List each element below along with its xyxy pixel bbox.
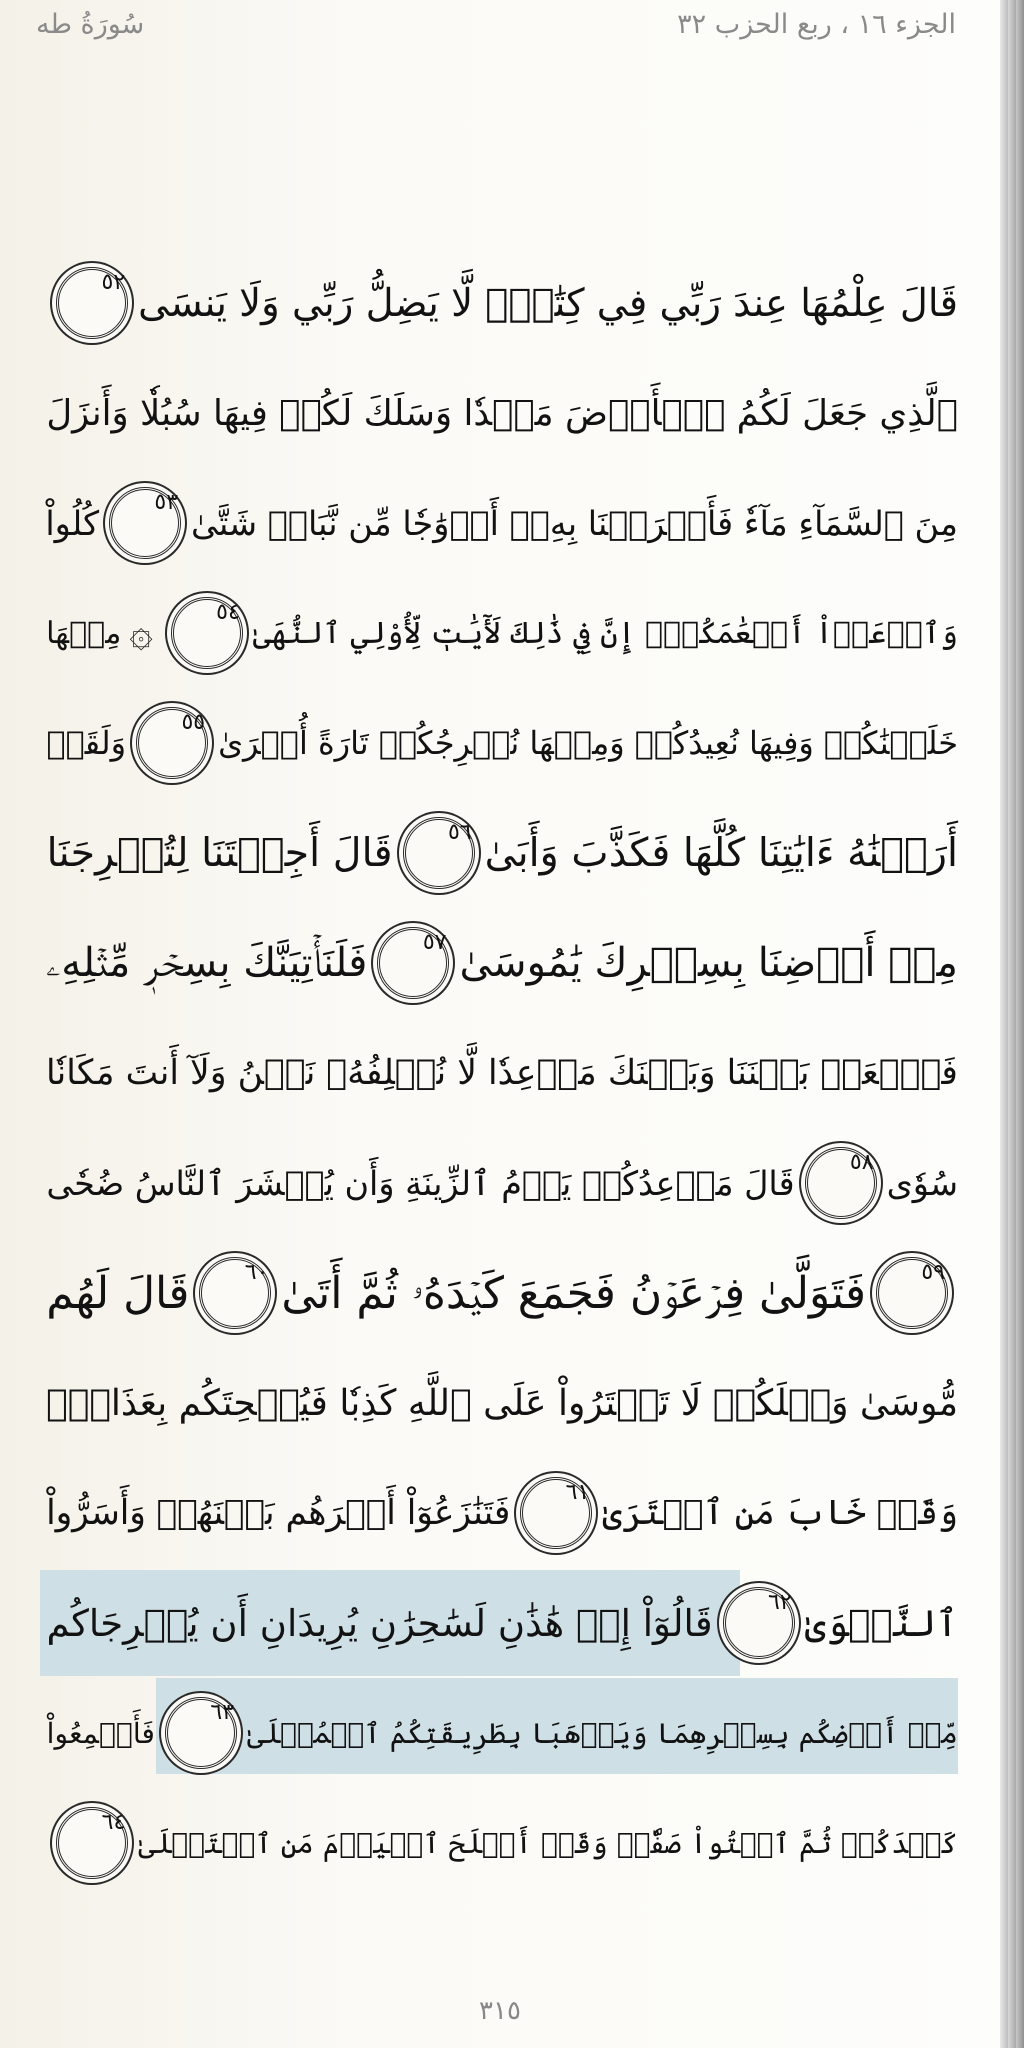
ayah-number-marker[interactable]: ٦٢ (723, 1587, 795, 1659)
ayah-number-marker[interactable]: ٥٤ (171, 597, 243, 669)
ayah-text[interactable]: وَلَقَدۡ (46, 724, 127, 762)
ayah-text[interactable]: قَالَ عِلْمُهَا عِندَ رَبِّي فِي كِتَٰبٍۖ لَّا يَضِلُّ رَبِّي وَلَا يَنسَى (138, 280, 958, 326)
quran-line[interactable] (46, 1678, 958, 1788)
quran-line[interactable] (46, 468, 958, 578)
ayah-text[interactable]: وَٱرۡعَوۡاْ أَنۡعَٰمَكُمۡۚ إِنَّ فِي ذَٰلِكَ لَأٓيَٰتٖ لِّأُوْلِي ٱلنُّهَىٰ (252, 615, 958, 651)
quran-text-block[interactable] (46, 248, 958, 1898)
ayah-text[interactable]: فَلَنَأۡتِيَنَّكَ بِسِحۡرٖ مِّثۡلِهِۦ (45, 939, 368, 986)
ayah-text[interactable]: قَالَ مَوۡعِدُكُمۡ يَوۡمُ ٱلزِّينَةِ وَأَن يُحۡشَرَ ٱلنَّاسُ ضُحٗى (46, 1163, 795, 1203)
ayah-text[interactable]: قَالَ لَهُم (46, 1267, 190, 1319)
surah-name: سُورَةُ طه (36, 8, 145, 40)
quran-line[interactable] (46, 248, 958, 358)
quran-line[interactable] (46, 1238, 958, 1348)
page-stack-edge (1008, 0, 1016, 2048)
ayah-number-marker[interactable]: ٦٣ (165, 1697, 237, 1769)
ayah-text[interactable]: مِنَ ٱلسَّمَآءِ مَآءٗ فَأَخۡرَجۡنَا بِهِۦٓ أَزۡوَٰجٗا مِّن نَّبَاتٖ شَتَّىٰ (191, 503, 958, 543)
page-stack-edge (1000, 0, 1008, 2048)
rub-el-hizb-icon: ۞ (129, 610, 153, 656)
quran-line[interactable] (46, 578, 958, 688)
quran-line[interactable] (46, 1348, 958, 1458)
quran-line[interactable] (46, 1458, 958, 1568)
ayah-number-marker[interactable]: ٥٥ (136, 707, 208, 779)
ayah-text[interactable]: أَرَيۡنَٰهُ ءَايَٰتِنَا كُلَّهَا فَكَذَّبَ وَأَبَىٰ (484, 830, 958, 876)
quran-line[interactable] (46, 798, 958, 908)
quran-line[interactable] (46, 1018, 958, 1128)
ayah-number-marker[interactable]: ٥٢ (56, 267, 128, 339)
ayah-number-marker[interactable]: ٦٤ (56, 1807, 128, 1879)
ayah-text[interactable]: ٱلنَّجۡوَىٰ (804, 1601, 958, 1645)
ayah-text[interactable]: سُوٗى (886, 1163, 958, 1203)
ayah-text[interactable]: خَلَقۡنَٰكُمۡ وَفِيهَا نُعِيدُكُمۡ وَمِنۡهَا نُخۡرِجُكُمۡ تَارَةً أُخۡرَىٰ (218, 724, 958, 762)
ayah-text[interactable]: فَأَجۡمِعُواْ (46, 1716, 155, 1750)
ayah-text[interactable]: مُّوسَىٰ وَيۡلَكُمۡ لَا تَفۡتَرُواْ عَلَى ٱللَّهِ كَذِبٗا فَيُسۡحِتَكُم بِعَذَابٖۖ (46, 1382, 958, 1424)
quran-line[interactable] (46, 1788, 958, 1898)
ayah-text[interactable]: فَٱجۡعَلۡ بَيۡنَنَا وَبَيۡنَكَ مَوۡعِدٗا لَّا نُخۡلِفُهُۥ نَحۡنُ وَلَآ أَنتَ مَكَانٗا (46, 1053, 958, 1093)
ayah-text[interactable]: فَتَنَٰزَعُوٓاْ أَمۡرَهُم بَيۡنَهُمۡ وَأَسَرُّواْ (46, 1493, 511, 1533)
ayah-text[interactable]: مِنۡ أَرۡضِنَا بِسِحۡرِكَ يَٰمُوسَىٰ (459, 940, 958, 986)
ayah-text[interactable]: مِنۡهَا (46, 615, 122, 651)
ayah-number-marker[interactable]: ٦٠ (199, 1257, 271, 1329)
ayah-text[interactable]: قَالَ أَجِئۡتَنَا لِتُخۡرِجَنَا (46, 830, 393, 876)
ayah-text[interactable]: وَقَدۡ خَابَ مَنِ ٱفۡتَرَىٰ (602, 1493, 958, 1533)
quran-line[interactable] (46, 688, 958, 798)
quran-line[interactable] (46, 908, 958, 1018)
ayah-text[interactable]: قَالُوٓاْ إِنۡ هَٰذَٰنِ لَسَٰحِرَٰنِ يُرِيدَانِ أَن يُخۡرِجَاكُم (46, 1601, 713, 1645)
quran-line[interactable] (46, 1568, 958, 1678)
quran-line[interactable] (46, 358, 958, 468)
ayah-number-marker[interactable]: ٥٩ (876, 1257, 948, 1329)
ayah-text[interactable]: ٱلَّذِي جَعَلَ لَكُمُ ٱلۡأَرۡضَ مَهۡدٗا وَسَلَكَ لَكُمۡ فِيهَا سُبُلٗا وَأَنزَلَ (46, 392, 958, 434)
quran-line[interactable] (46, 1128, 958, 1238)
ayah-number-marker[interactable]: ٥٧ (377, 927, 449, 999)
ayah-number-marker[interactable]: ٥٣ (109, 487, 181, 559)
page-header (36, 4, 956, 44)
ayah-number-marker[interactable]: ٥٨ (805, 1147, 877, 1219)
ayah-number-marker[interactable]: ٦١ (520, 1477, 592, 1549)
page-stack-edge (1016, 0, 1024, 2048)
page-number: ٣١٥ (479, 1996, 521, 2026)
juz-info: الجزء ١٦ ، ربع الحزب ٣٢ (677, 8, 956, 40)
ayah-number-marker[interactable]: ٥٦ (403, 817, 475, 889)
ayah-text[interactable]: كَيۡدَكُمۡ ثُمَّ ٱئۡتُواْ صَفّٗاۚ وَقَدۡ أَفۡلَحَ ٱلۡيَوۡمَ مَنِ ٱسۡتَعۡلَىٰ (138, 1826, 958, 1860)
ayah-text[interactable]: كُلُواْ (45, 503, 100, 543)
ayah-text[interactable]: مِّنۡ أَرۡضِكُم بِسِحۡرِهِمَا وَيَذۡهَبَا بِطَرِيقَتِكُمُ ٱلۡمُثۡلَىٰ (246, 1716, 958, 1750)
ayah-text[interactable]: فَتَوَلَّىٰ فِرۡعَوۡنُ فَجَمَعَ كَيۡدَهُۥ ثُمَّ أَتَىٰ (281, 1267, 866, 1319)
